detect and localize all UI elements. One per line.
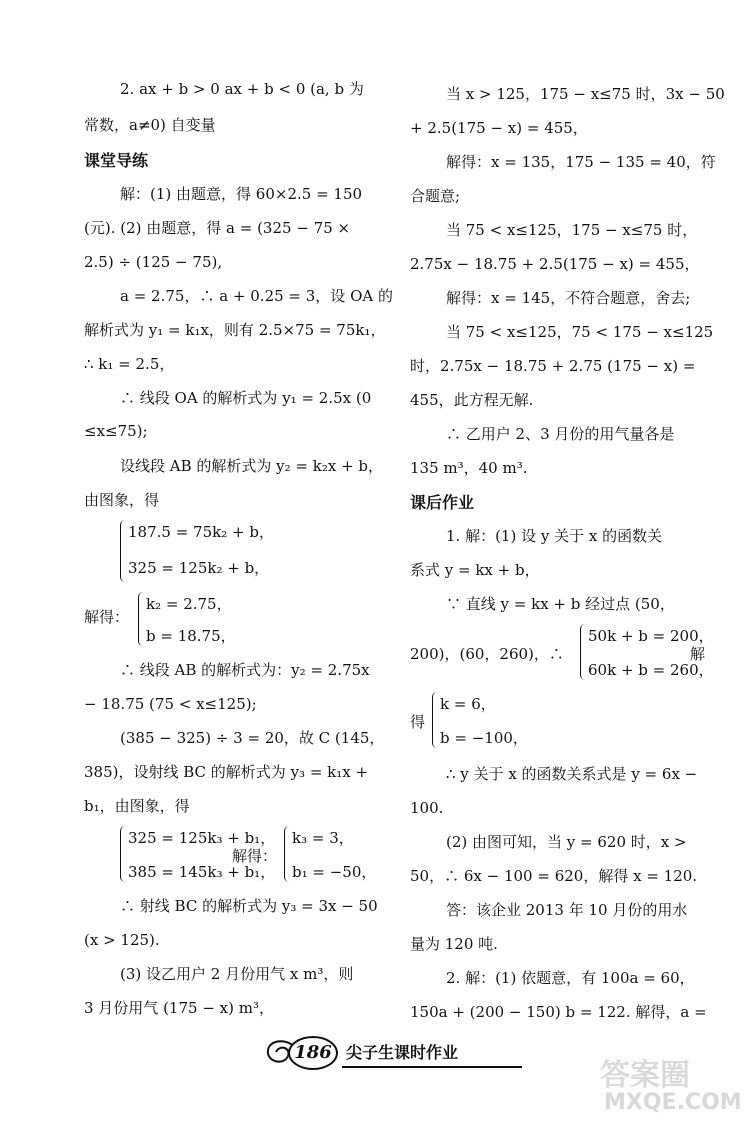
equation-line: 325 = 125k₂ + b， (128, 559, 270, 577)
section-heading-classroom: 课堂导练 (84, 151, 149, 170)
equation-line: 60k + b = 260， (588, 661, 714, 679)
answer-line: 合题意; (410, 187, 461, 205)
solution-line: b₁ = −50， (292, 863, 377, 881)
answer-line: 1. 解：(1) 设 y 关于 x 的函数关 (446, 527, 663, 545)
answer-line: + 2.5(175 − x) = 455， (410, 119, 588, 137)
answer-line: (3) 设乙用户 2 月份用气 x m³，则 (120, 965, 354, 983)
footer-rule (342, 1066, 522, 1068)
answer-line: ∴ 线段 AB 的解析式为：y₂ = 2.75x (120, 661, 370, 679)
answer-line: 2. ax + b > 0 ax + b < 0 (a, b 为 (120, 80, 364, 98)
answer-line: 系式 y = kx + b， (410, 561, 540, 579)
answer-line: (元). (2) 由题意，得 a = (325 − 75 × (84, 219, 351, 237)
answer-line: ≤x≤75); (84, 422, 148, 440)
solution-line: b = 18.75， (146, 627, 236, 645)
solution-line: k₃ = 3， (292, 829, 354, 847)
solve-label: 解得： (84, 608, 130, 626)
answer-line: 当 x > 125，175 − x≤75 时，3x − 50 (446, 85, 725, 103)
answer-line: 135 m³，40 m³. (410, 459, 528, 477)
answer-line: ∴ 线段 OA 的解析式为 y₁ = 2.5x (0 (120, 389, 372, 407)
answer-line: 当 75 < x≤125，175 − x≤75 时， (446, 221, 698, 239)
answer-line: 当 75 < x≤125，75 < 175 − x≤125 (446, 323, 714, 341)
answer-line: − 18.75 (75 < x≤125); (84, 695, 257, 713)
solution-brace (138, 592, 143, 646)
book-title: 尖子生课时作业 (346, 1043, 459, 1062)
watermark (600, 1050, 740, 1120)
answer-line: 设线段 AB 的解析式为 y₂ = k₂x + b， (120, 457, 384, 475)
equation-system-brace (120, 826, 125, 882)
answer-line: (2) 由图可知，当 y = 620 时，x > (446, 833, 687, 851)
answer-line: 得 (410, 713, 426, 731)
answer-line: 解 (690, 645, 706, 663)
solution-brace (284, 826, 289, 882)
answer-line: ∴ y 关于 x 的函数关系式是 y = 6x − (446, 765, 698, 783)
answer-line: 量为 120 吨. (410, 935, 498, 953)
page-number: 186 (288, 1036, 338, 1070)
answer-line: 解析式为 y₁ = k₁x，则有 2.5×75 = 75k₁， (84, 321, 386, 339)
answer-line: 2.75x − 18.75 + 2.5(175 − x) = 455， (410, 255, 700, 273)
answer-line: (385 − 325) ÷ 3 = 20，故 C (145， (120, 729, 385, 747)
answer-line: 时，2.75x − 18.75 + 2.75 (175 − x) = (410, 357, 696, 375)
equation-system-brace (120, 520, 125, 582)
solve-label: 解得： (232, 847, 278, 865)
page-footer (262, 1032, 522, 1072)
answer-line: 解：(1) 由题意，得 60×2.5 = 150 (120, 185, 363, 203)
answer-line: ∵ 直线 y = kx + b 经过点 (50， (446, 595, 675, 613)
answer-line: a = 2.75，∴ a + 0.25 = 3，设 OA 的 (120, 287, 393, 305)
answer-line: 解得：x = 135，175 − 135 = 40，符 (446, 153, 716, 171)
answer-line: 常数，a≠0) 自变量 (84, 116, 216, 134)
equation-line: 385 = 145k₃ + b₁， (128, 863, 276, 881)
answer-line: 150a + (200 − 150) b = 122. 解得，a = (410, 1003, 707, 1021)
answer-line: ∴ 乙用户 2、3 月份的用气量各是 (446, 425, 675, 443)
answer-line: (x > 125). (84, 931, 160, 949)
answer-line: 455，此方程无解. (410, 391, 534, 409)
answer-line: 385)，设射线 BC 的解析式为 y₃ = k₁x + (84, 763, 369, 781)
equation-system-brace (580, 624, 585, 680)
answer-line: 解得：x = 145，不符合题意，舍去; (446, 289, 691, 307)
equation-line: 50k + b = 200， (588, 627, 714, 645)
answer-line: 2. 解：(1) 依题意，有 100a = 60， (446, 969, 695, 987)
equation-line: 325 = 125k₃ + b₁， (128, 829, 276, 847)
solution-line: k₂ = 2.75， (146, 595, 232, 613)
solution-brace (432, 692, 437, 748)
watermark-url: MXQE.COM (604, 1090, 742, 1115)
answer-line: 50，∴ 6x − 100 = 620，解得 x = 120. (410, 867, 698, 885)
answer-line: 200)，(60，260)，∴ (410, 645, 564, 663)
answer-line: 由图象，得 (84, 491, 160, 509)
answer-line: b₁，由图象，得 (84, 797, 190, 815)
solution-line: b = −100， (440, 729, 528, 747)
answer-line: ∴ k₁ = 2.5， (84, 355, 175, 373)
answer-line: 2.5) ÷ (125 − 75), (84, 253, 223, 271)
answer-line: 3 月份用气 (175 − x) m³， (84, 999, 274, 1017)
section-heading-homework: 课后作业 (410, 493, 475, 512)
equation-line: 187.5 = 75k₂ + b， (128, 523, 274, 541)
watermark-logo-text: 答案圈 (600, 1058, 690, 1093)
answer-line: ∴ 射线 BC 的解析式为 y₃ = 3x − 50 (120, 897, 378, 915)
solution-line: k = 6， (440, 695, 496, 713)
answer-line: 答：该企业 2013 年 10 月份的用水 (446, 901, 688, 919)
answer-line: 100. (410, 799, 444, 817)
